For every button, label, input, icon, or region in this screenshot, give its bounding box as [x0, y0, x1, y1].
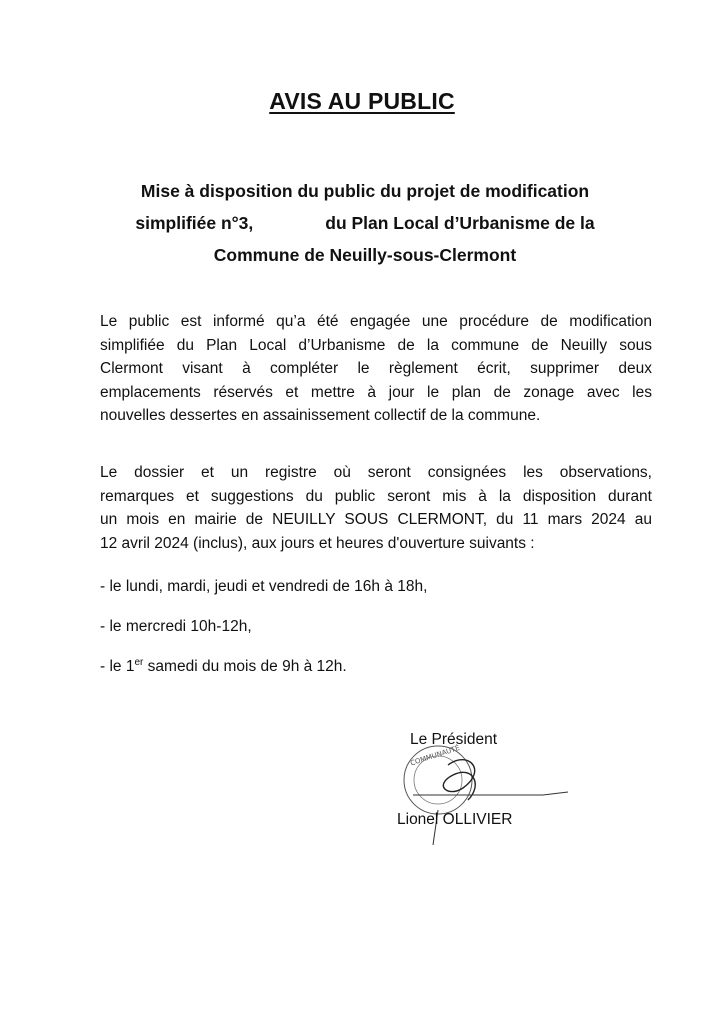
paragraph-line: Le public est informé qu’a été engagée une procédure de modification: [100, 313, 652, 330]
notice-subtitle: [95, 175, 635, 271]
schedule-item-saturday-prefix: - le 1: [100, 658, 135, 675]
signatory-title: Le Président: [410, 731, 498, 748]
paragraph-line: 12 avril 2024 (inclus), aux jours et heures d'ouverture suivants :: [100, 534, 535, 552]
subtitle-line-2-start: simplifiée n°3,: [135, 213, 254, 233]
paragraph-procedure: [100, 310, 652, 428]
subtitle-line-2-end: du Plan Local d’Urbanisme de la: [325, 213, 595, 233]
ordinal-suffix: er: [134, 657, 144, 668]
paragraph-line: Clermont visant à compléter le règlement écrit, supprimer deux: [100, 360, 652, 377]
paragraph-line: un mois en mairie de NEUILLY SOUS CLERMONT, du 11 mars 2024 au: [100, 511, 652, 528]
paragraph-line: remarques et suggestions du public seront mis à la disposition durant: [100, 487, 652, 505]
paragraph-line: Le dossier et un registre où seront consignées les observations,: [100, 464, 652, 481]
paragraph-line: emplacements réservés et mettre à jour le plan de zonage avec les: [100, 383, 652, 401]
subtitle-line-2: [95, 207, 635, 239]
paragraph-line: nouvelles dessertes en assainissement collectif de la commune.: [100, 407, 541, 424]
official-stamp-signature: [393, 740, 573, 850]
schedule-item-weekdays: - le lundi, mardi, jeudi et vendredi de 16h à 18h,: [100, 578, 428, 595]
paragraph-dossier: [100, 461, 652, 555]
paragraph-line: simplifiée du Plan Local d’Urbanisme de la commune de Neuilly sous: [100, 336, 652, 354]
signatory-name: Lionel OLLIVIER: [397, 811, 513, 828]
subtitle-line-1: Mise à disposition du public du projet de modification: [140, 181, 590, 201]
schedule-item-wednesday: - le mercredi 10h-12h,: [100, 618, 252, 635]
stamp-text: COMMUNAUTÉ: [409, 743, 461, 768]
page-title: AVIS AU PUBLIC: [269, 88, 455, 114]
subtitle-line-3: Commune de Neuilly-sous-Clermont: [213, 245, 517, 265]
schedule-item-saturday: [100, 658, 347, 676]
schedule-item-saturday-suffix: samedi du mois de 9h à 12h.: [143, 658, 347, 675]
